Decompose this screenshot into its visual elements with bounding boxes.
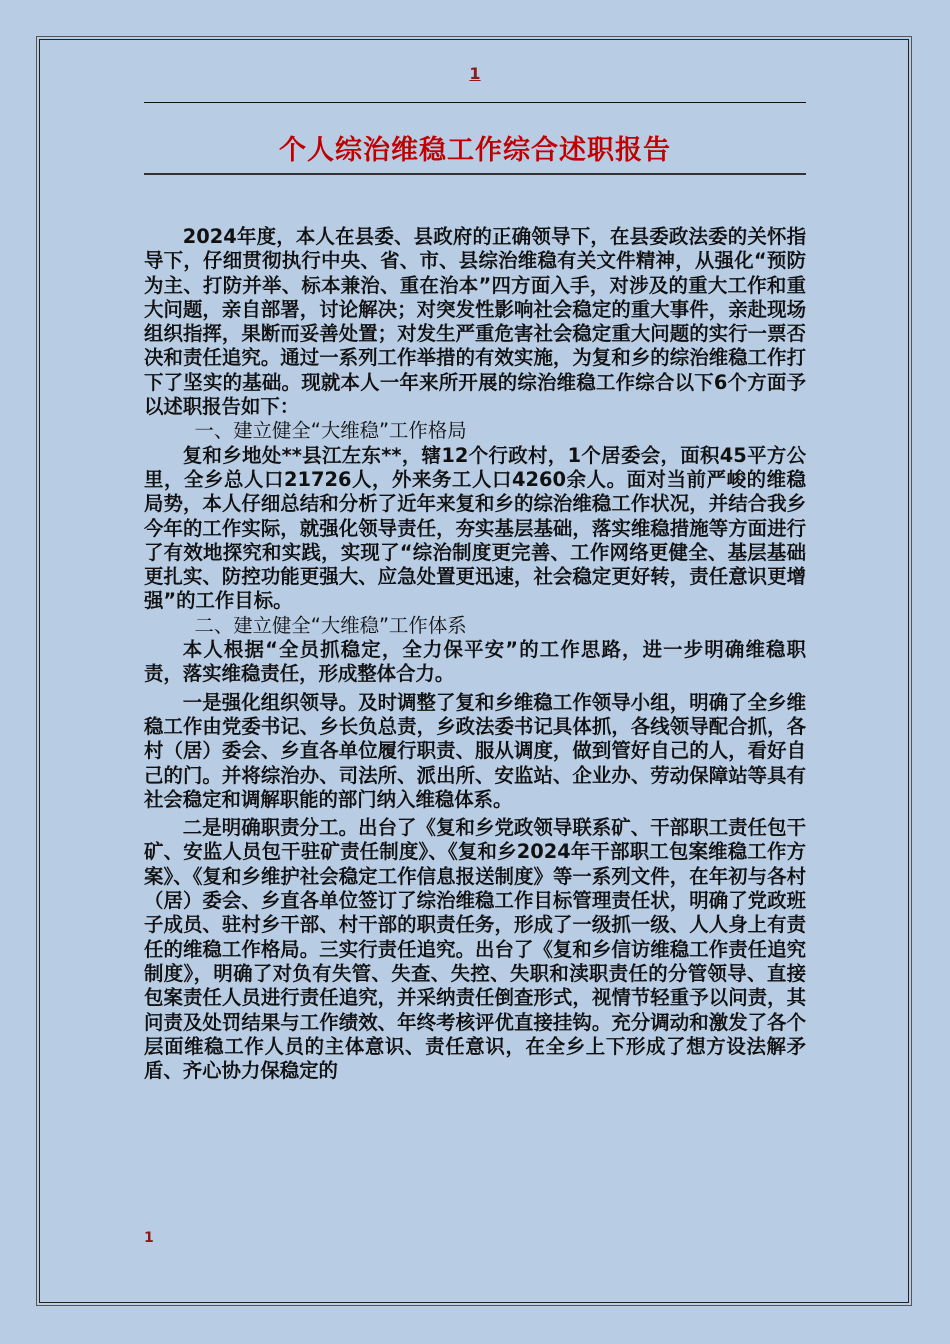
footer-page-number: 1	[144, 1230, 154, 1246]
header-page-number: 1	[469, 64, 481, 83]
paragraph-section-2-intro: 本人根据“全员抓稳定，全力保平安”的工作思路，进一步明确维稳职责，落实维稳责任，形成整体合力。	[144, 638, 806, 686]
paragraph-responsibility: 二是明确职责分工。出台了《复和乡党政领导联系矿、干部职工责任包干矿、安监人员包干驻矿责任制度》、《复和乡2024年干部职工包案维稳工作方案》、《复和乡维护社会稳定工作信息报送制度》等一系列文件，在年初与各村（居）委会、乡直各单位签订了综治维稳工作目标管理责任状，明确了党政班子成员、驻村乡干部、村干部的职责任务，形成了一级抓一级、人人身上有责任的维稳工作格局。三实行责任追究。出台了《复和乡信访维稳工作责任追究制度》，明确了对负有失管、失查、失控、失职和渎职责任的分管领导、直接包案责任人员进行责任追究，并采纳责任倒查形式，视情节轻重予以问责，其问责及处罚结果与工作绩效、年终考核评优直接挂钩。充分调动和激发了各个层面维稳工作人员的主体意识、责任意识，在全乡上下形成了想方设法解矛盾、齐心协力保稳定的	[144, 816, 806, 1083]
header-rule	[144, 102, 806, 103]
title-rule	[144, 173, 806, 175]
paragraph-section-1: 复和乡地处**县江左东**，辖12个行政村，1个居委会，面积45平方公里，全乡总人口21726人，外来务工人口4260余人。面对当前严峻的维稳局势，本人仔细总结和分析了近年来复和乡的综治维稳工作状况，并结合我乡今年的工作实际，就强化领导责任，夯实基层基础，落实维稳措施等方面进行了有效地探究和实践，实现了“综治制度更完善、工作网络更健全、基层基础更扎实、防控功能更强大、应急处置更迅速，社会稳定更好转，责任意识更增强”的工作目标。	[144, 443, 806, 613]
document-title: 个人综治维稳工作综合述职报告	[279, 135, 671, 166]
paragraph-intro: 2024年度，本人在县委、县政府的正确领导下，在县委政法委的关怀指导下，仔细贯彻执行中央、省、市、县综治维稳有关文件精神，从强化“预防为主、打防并举、标本兼治、重在治本”四方面入手，对涉及的重大工作和重大问题，亲自部署，讨论解决；对突发性影响社会稳定的重大事件，亲赴现场组织指挥，果断而妥善处置；对发生严重危害社会稳定重大问题的实行一票否决和责任追究。通过一系列工作举措的有效实施，为复和乡的综治维稳工作打下了坚实的基础。现就本人一年来所开展的综治维稳工作综合以下6个方面予以述职报告如下：	[144, 225, 806, 419]
section-heading-1: 一、建立健全“大维稳”工作格局	[194, 419, 467, 443]
paragraph-organization: 一是强化组织领导。及时调整了复和乡维稳工作领导小组，明确了全乡维稳工作由党委书记、乡长负总责，乡政法委书记具体抓，各线领导配合抓，各村（居）委会、乡直各单位履行职责、服从调度，做到管好自己的人，看好自己的门。并将综治办、司法所、派出所、安监站、企业办、劳动保障站等具有社会稳定和调解职能的部门纳入维稳体系。	[144, 690, 806, 811]
document-body	[144, 225, 806, 1083]
section-heading-2: 二、建立健全“大维稳”工作体系	[194, 613, 467, 637]
